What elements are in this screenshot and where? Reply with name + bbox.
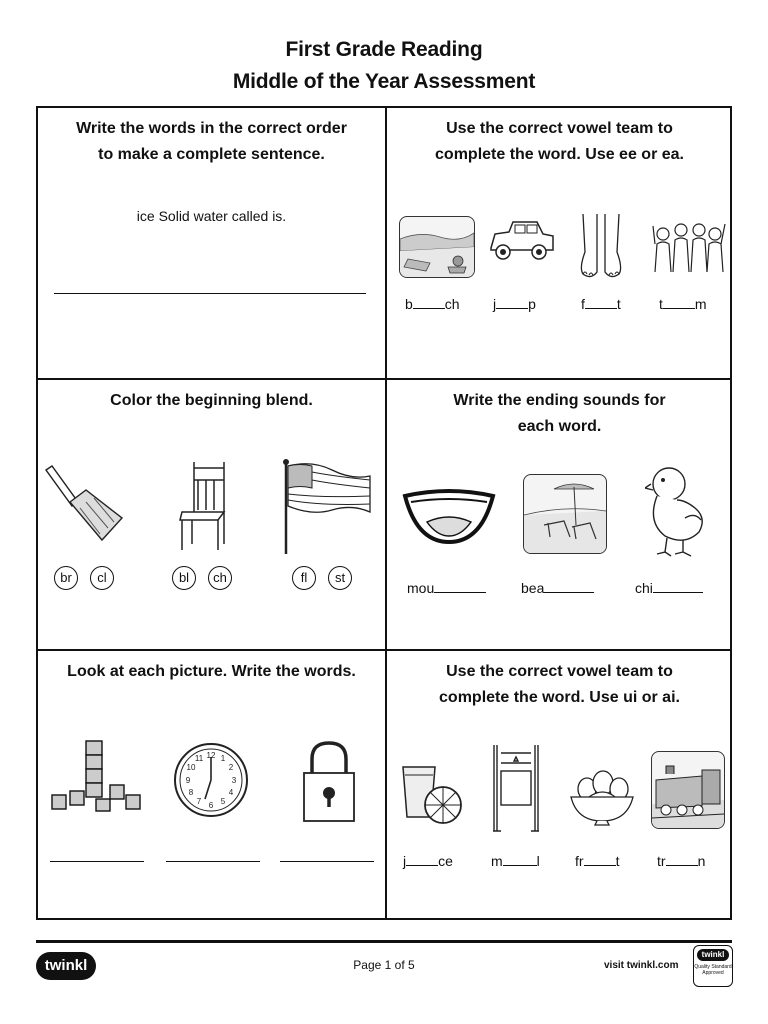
blend-circle-st[interactable]: st (328, 566, 352, 590)
q5-answer-line-2[interactable] (166, 861, 260, 862)
svg-text:4: 4 (228, 788, 234, 797)
q5-instruction (38, 659, 385, 685)
svg-text:11: 11 (194, 754, 204, 763)
q6-word-3-prefix: fr (575, 853, 584, 869)
q1-answer-line[interactable] (54, 293, 366, 294)
q2-word-1 (405, 296, 460, 312)
q6-word-2-blank[interactable] (503, 865, 537, 866)
question-4 (387, 380, 732, 649)
question-5 (38, 651, 385, 920)
svg-text:2: 2 (228, 763, 234, 772)
q3-instruction (38, 388, 385, 414)
q2-instruction-line1: Use the correct vowel team to (446, 120, 673, 137)
beach-picture (399, 216, 475, 278)
q1-instruction-line1: Write the words in the correct order (76, 120, 347, 137)
q6-word-4-prefix: tr (657, 853, 666, 869)
q2-word-1-prefix: b (405, 296, 413, 312)
q2-word-3-prefix: f (581, 296, 585, 312)
beach-chairs-picture (523, 474, 607, 554)
page-title (0, 34, 768, 98)
question-6 (387, 651, 732, 920)
svg-text:12: 12 (206, 751, 216, 760)
q1-instruction-line2: to make a complete sentence. (98, 146, 325, 163)
q6-instruction (387, 659, 732, 711)
train-picture (651, 751, 725, 829)
q4-word-2 (521, 580, 594, 596)
q2-instruction (387, 116, 732, 168)
q1-scrambled-words: ice Solid water called is. (136, 208, 287, 224)
q2-word-4 (659, 296, 707, 312)
q4-word-1-stem: mou (407, 580, 435, 596)
q6-word-3 (575, 853, 619, 869)
q4-word-1 (407, 580, 486, 596)
blend-circle-ch[interactable]: ch (208, 566, 232, 590)
svg-text:7: 7 (196, 797, 202, 806)
q4-instruction-line2: each word. (517, 418, 602, 435)
fruit-bowl-picture (569, 767, 635, 827)
chick-picture (645, 462, 711, 558)
q5-instruction-text: Look at each picture. Write the words. (67, 663, 356, 680)
title-line-2: Middle of the Year Assessment (232, 70, 536, 93)
q5-answer-line-3[interactable] (280, 861, 374, 862)
clock-picture (172, 741, 250, 819)
blend-circle-bl[interactable]: bl (172, 566, 196, 590)
svg-text:5: 5 (220, 797, 226, 806)
blend-circle-cl[interactable]: cl (90, 566, 114, 590)
q6-word-1-prefix: j (403, 853, 407, 869)
flag-picture (282, 458, 372, 554)
chair-picture (178, 460, 230, 552)
q4-instruction (387, 388, 732, 440)
question-1 (38, 108, 385, 378)
twinkl-logo: twinkl (36, 952, 96, 980)
q4-word-2-blank[interactable] (544, 592, 594, 593)
title-line-1: First Grade Reading (285, 38, 483, 61)
q2-word-2-prefix: j (493, 296, 497, 312)
blocks-picture (48, 737, 144, 813)
svg-text:9: 9 (185, 776, 191, 785)
q2-word-2 (493, 296, 536, 312)
footer-divider (36, 940, 732, 943)
blend-circle-br[interactable]: br (54, 566, 78, 590)
q3-instruction-text: Color the beginning blend. (110, 392, 313, 409)
assessment-grid (36, 106, 732, 920)
q2-word-2-suffix: p (528, 296, 536, 312)
svg-text:3: 3 (231, 776, 237, 785)
jeep-picture (487, 218, 557, 268)
q6-word-4-suffix: n (697, 853, 706, 869)
svg-text:1: 1 (220, 754, 226, 763)
badge-text: Quality Standard Approved (694, 964, 732, 976)
feet-picture (575, 212, 627, 280)
team-picture (651, 216, 727, 274)
q6-word-1-suffix: ce (438, 853, 453, 869)
q6-word-2-suffix: l (536, 853, 540, 869)
q4-word-2-stem: bea (521, 580, 545, 596)
page-number: Page 1 of 5 (353, 958, 415, 972)
mouth-picture (401, 482, 497, 546)
q1-instruction (38, 116, 385, 168)
question-3 (38, 380, 385, 649)
q6-word-4 (657, 853, 705, 869)
q2-word-2-blank[interactable] (496, 308, 528, 309)
q4-word-3-stem: chi (635, 580, 653, 596)
brush-picture (42, 462, 124, 546)
q6-word-1 (403, 853, 453, 869)
q2-word-3 (581, 296, 621, 312)
q5-answer-line-1[interactable] (50, 861, 144, 862)
q6-word-1-blank[interactable] (406, 865, 438, 866)
svg-text:8: 8 (188, 788, 194, 797)
q2-word-4-blank[interactable] (663, 308, 695, 309)
lock-picture (300, 739, 358, 825)
badge-logo: twinkl (697, 949, 729, 961)
q6-instruction-line1: Use the correct vowel team to (446, 663, 673, 680)
q6-instruction-line2: complete the word. Use ui or ai. (439, 689, 680, 706)
q2-word-3-suffix: t (616, 296, 621, 312)
q6-word-4-blank[interactable] (666, 865, 698, 866)
q2-word-1-suffix: ch (444, 296, 460, 312)
q4-word-3-blank[interactable] (653, 592, 703, 593)
q4-word-3 (635, 580, 703, 596)
question-2 (387, 108, 732, 378)
q2-word-4-suffix: m (694, 296, 707, 312)
svg-text:6: 6 (208, 801, 214, 810)
q4-word-1-blank[interactable] (434, 592, 486, 593)
q6-word-3-blank[interactable] (584, 865, 616, 866)
quality-badge (693, 945, 733, 987)
juice-picture (399, 761, 465, 827)
svg-text:10: 10 (186, 763, 196, 772)
mailbox-picture (491, 743, 541, 833)
blend-circle-fl[interactable]: fl (292, 566, 316, 590)
q6-word-2-prefix: m (491, 853, 503, 869)
visit-link[interactable]: visit twinkl.com (604, 960, 679, 971)
q2-word-1-blank[interactable] (413, 308, 445, 309)
q6-word-3-suffix: t (615, 853, 620, 869)
q4-instruction-line1: Write the ending sounds for (453, 392, 666, 409)
q2-instruction-line2: complete the word. Use ee or ea. (435, 146, 684, 163)
q6-word-2 (491, 853, 540, 869)
q2-word-4-prefix: t (659, 296, 663, 312)
q2-word-3-blank[interactable] (585, 308, 617, 309)
